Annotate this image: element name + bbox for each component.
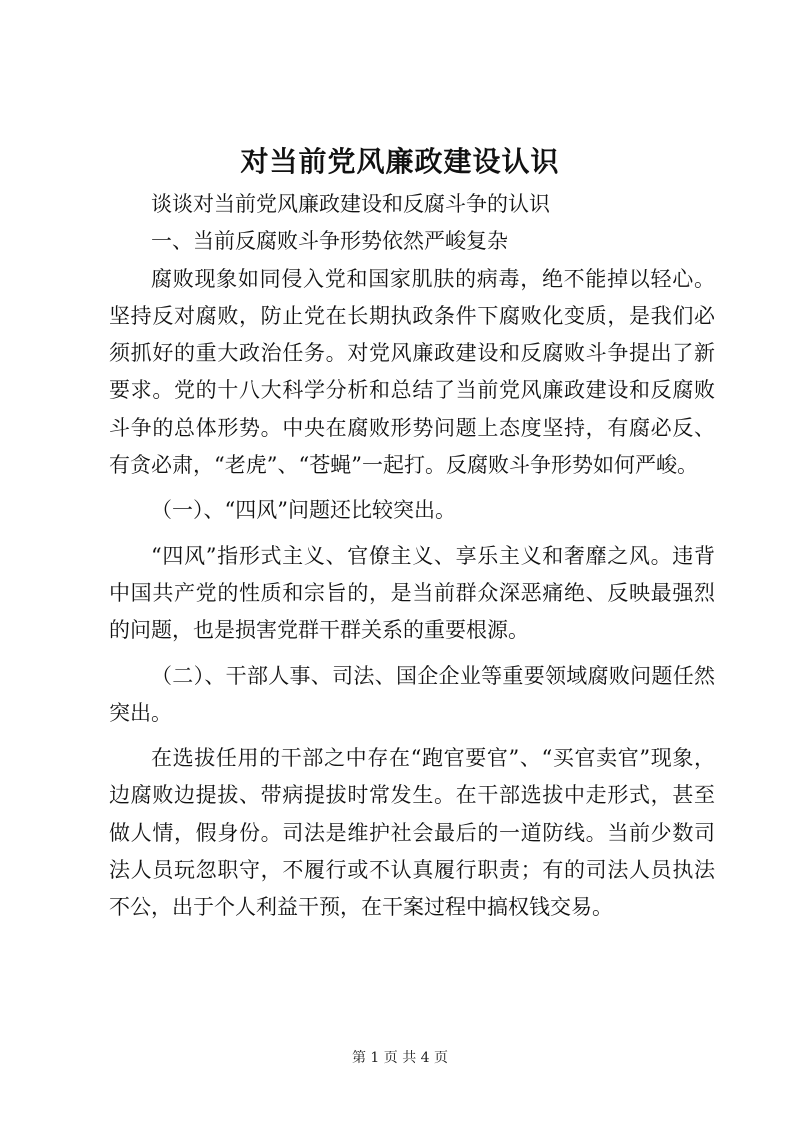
- document-body: [109, 186, 715, 927]
- document-title: 对当前党风廉政建设认识: [240, 145, 560, 178]
- paragraph-four-winds: “四风”指形式主义、官僚主义、享乐主义和奢靡之风。违背中国共产党的性质和宗旨的，是当前群众深恶痛绝、反映最强烈的问题，也是损害党群干群关系的重要根源。: [109, 543, 715, 643]
- page-number-footer: 第 1 页 共 4 页: [351, 1050, 449, 1066]
- paragraph-heading-1-1: （一）、“四风”问题还比较突出。: [151, 498, 456, 523]
- paragraph-cadre-selection: 在选拔任用的干部之中存在“跑官要官”、“买官卖官”现象，边腐败边提拔、带病提拔时常发生。在干部选拔中走形式，甚至做人情，假身份。司法是维护社会最后的一道防线。当前少数司法人员玩忽职守，不履行或不认真履行职责；有的司法人员执法不公，出于个人利益干预，在干案过程中搞权钱交易。: [109, 746, 715, 920]
- paragraph-heading-1-2: （二）、干部人事、司法、国企企业等重要领域腐败问题任然突出。: [109, 663, 715, 725]
- paragraph-heading-1: 一、当前反腐败斗争形势依然严峻复杂: [151, 229, 508, 254]
- paragraph-corruption-overview: 腐败现象如同侵入党和国家肌肤的病毒，绝不能掉以轻心。坚持反对腐败，防止党在长期执政条件下腐败化变质，是我们必须抓好的重大政治任务。对党风廉政建设和反腐败斗争提出了新要求。党的十八大科学分析和总结了当前党风廉政建设和反腐败斗争的总体形势。中央在腐败形势问题上态度坚持，有腐必反、有贪必肃，“老虎”、“苍蝇”一起打。反腐败斗争形势如何严峻。: [109, 266, 715, 478]
- paragraph-subtitle: 谈谈对当前党风廉政建设和反腐斗争的认识: [151, 192, 550, 216]
